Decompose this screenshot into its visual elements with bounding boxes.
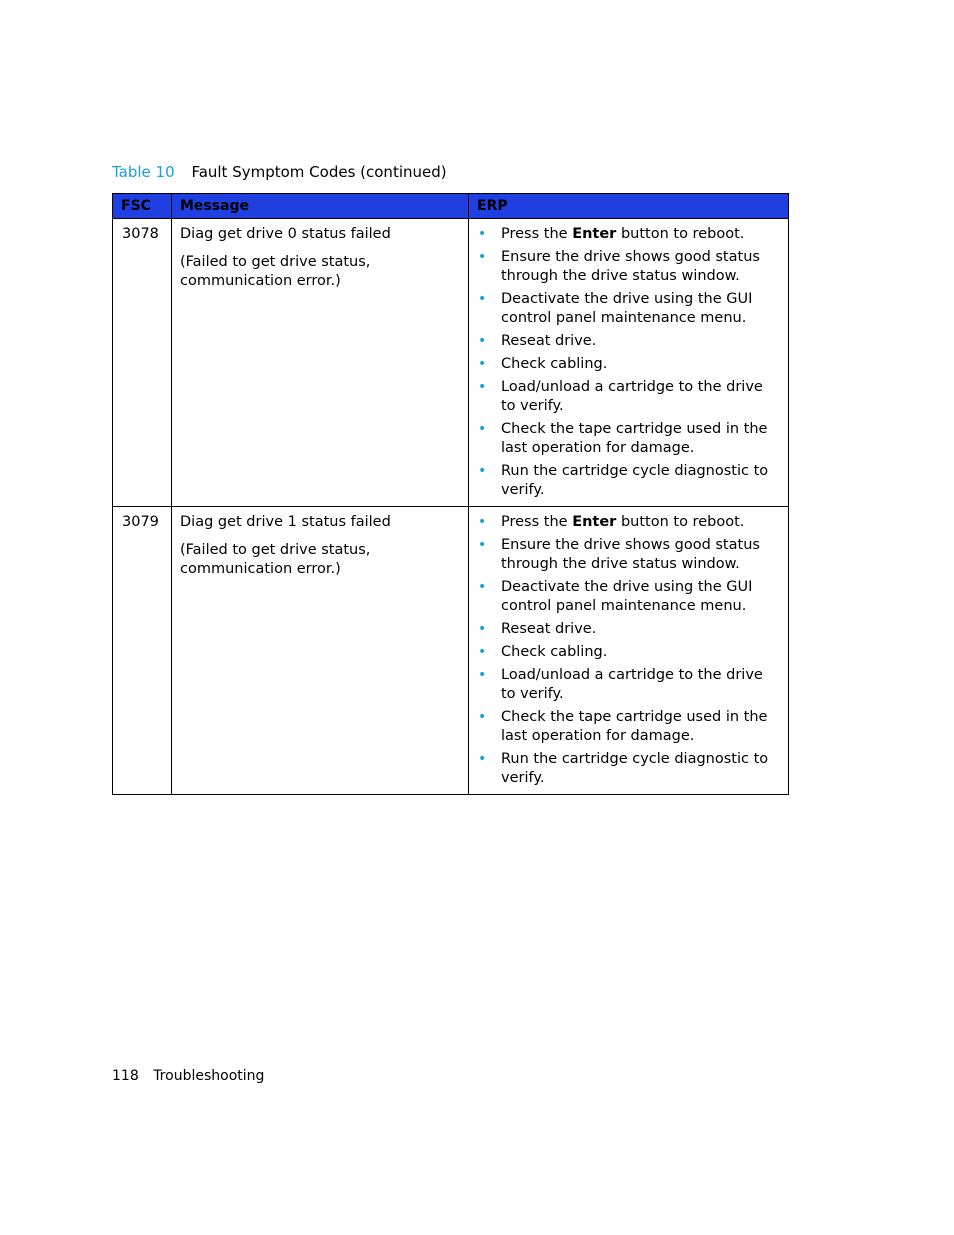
erp-item: • Check the tape cartridge used in the last operation for damage.	[478, 421, 768, 456]
erp-item: • Reseat drive.	[478, 621, 597, 637]
message-text: Diag get drive 0 status failed	[180, 226, 391, 242]
bullet-icon: •	[478, 226, 487, 242]
erp-item: • Check the tape cartridge used in the last operation for damage.	[478, 709, 768, 744]
header-fsc: FSC	[113, 194, 172, 219]
bullet-icon: •	[478, 463, 487, 479]
bullet-icon: •	[478, 291, 487, 307]
message-cell	[172, 507, 469, 795]
erp-cell	[469, 507, 789, 795]
erp-item: • Press the Enter button to reboot.	[478, 514, 745, 530]
erp-item: • Ensure the drive shows good status through the drive status window.	[478, 249, 760, 284]
table-header-row	[113, 194, 789, 219]
erp-item: • Check cabling.	[478, 356, 608, 372]
erp-list	[477, 225, 780, 500]
bullet-icon: •	[478, 751, 487, 767]
bullet-icon: •	[478, 709, 487, 725]
erp-item: • Ensure the drive shows good status through the drive status window.	[478, 537, 760, 572]
erp-item: • Deactivate the drive using the GUI control panel maintenance menu.	[478, 291, 753, 326]
bullet-icon: •	[478, 621, 487, 637]
erp-item: • Reseat drive.	[478, 333, 597, 349]
bullet-icon: •	[478, 249, 487, 265]
erp-item: • Deactivate the drive using the GUI control panel maintenance menu.	[478, 579, 753, 614]
table-row	[113, 219, 789, 507]
erp-item: • Load/unload a cartridge to the drive to verify.	[478, 379, 763, 414]
header-message: Message	[172, 194, 469, 219]
header-erp: ERP	[469, 194, 789, 219]
bullet-icon: •	[478, 379, 487, 395]
page-footer	[112, 1067, 264, 1085]
message-detail: (Failed to get drive status, communication error.)	[180, 542, 371, 577]
erp-cell	[469, 219, 789, 507]
bullet-icon: •	[478, 421, 487, 437]
erp-list	[477, 513, 780, 788]
page-number: 118	[112, 1068, 139, 1084]
bullet-icon: •	[478, 356, 487, 372]
erp-item: • Check cabling.	[478, 644, 608, 660]
message-text: Diag get drive 1 status failed	[180, 514, 391, 530]
section-name: Troubleshooting	[153, 1068, 265, 1084]
message-detail: (Failed to get drive status, communication error.)	[180, 254, 371, 289]
table-caption-label: Table 10	[112, 163, 175, 181]
fsc-code: 3079	[113, 507, 172, 795]
bullet-icon: •	[478, 644, 487, 660]
table-caption-title: Fault Symptom Codes (continued)	[191, 163, 447, 181]
bullet-icon: •	[478, 579, 487, 595]
erp-item: • Press the Enter button to reboot.	[478, 226, 745, 242]
erp-item: • Run the cartridge cycle diagnostic to verify.	[478, 463, 769, 498]
table-row	[113, 507, 789, 795]
table-caption	[112, 163, 447, 182]
erp-item: • Run the cartridge cycle diagnostic to verify.	[478, 751, 769, 786]
fsc-code: 3078	[113, 219, 172, 507]
bullet-icon: •	[478, 667, 487, 683]
fault-symptom-codes-table	[112, 193, 789, 795]
erp-item: • Load/unload a cartridge to the drive to verify.	[478, 667, 763, 702]
message-cell	[172, 219, 469, 507]
bullet-icon: •	[478, 333, 487, 349]
bullet-icon: •	[478, 514, 487, 530]
bullet-icon: •	[478, 537, 487, 553]
